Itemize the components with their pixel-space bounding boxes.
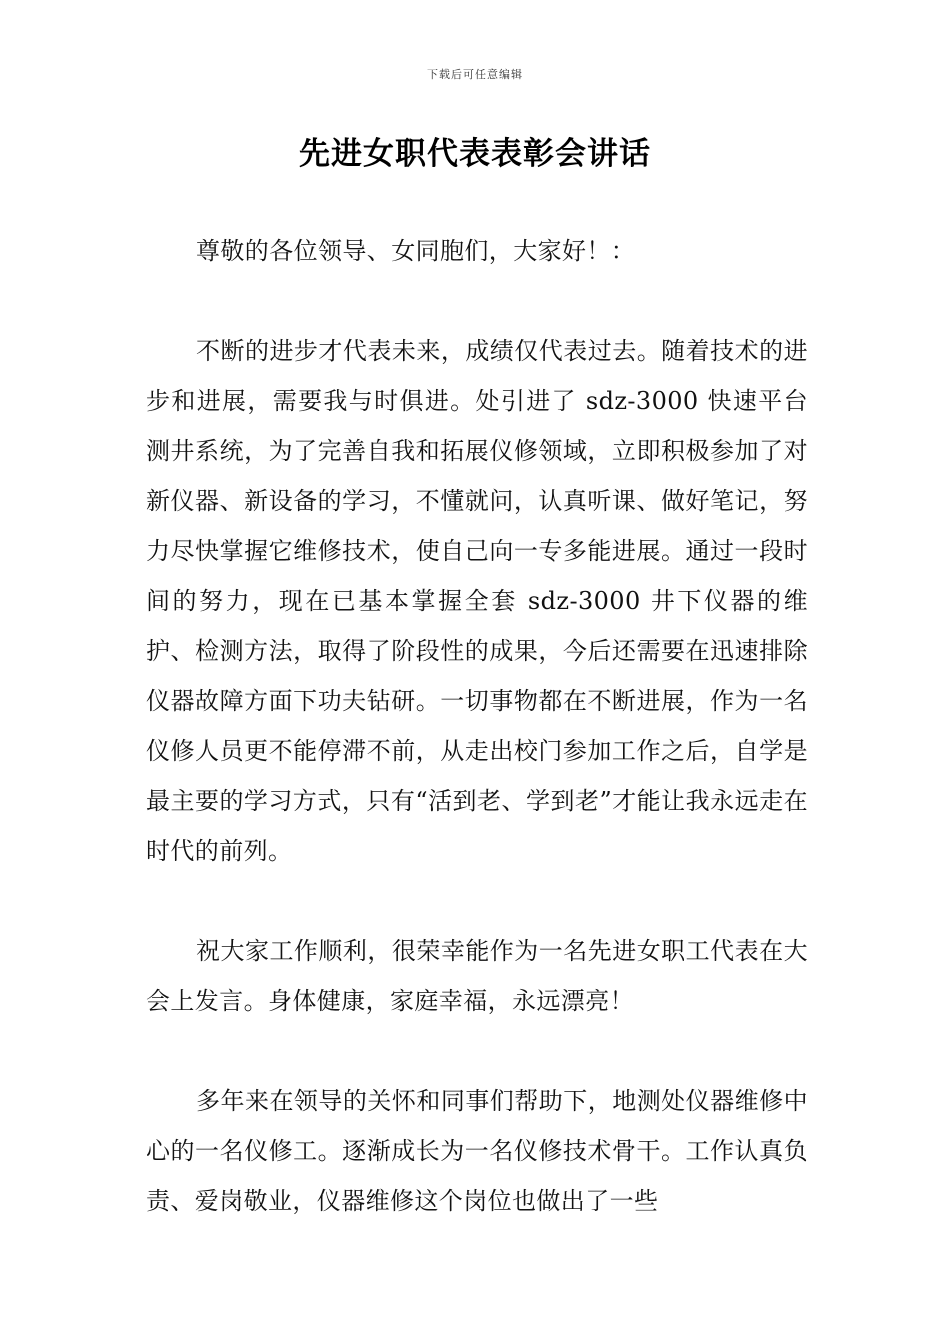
document-body — [146, 226, 808, 1226]
paragraph-spacer — [146, 276, 808, 326]
paragraph-spacer — [146, 1026, 808, 1076]
paragraph-greeting: 尊敬的各位领导、女同胞们，大家好！： — [196, 237, 636, 265]
paragraph-career: 多年来在领导的关怀和同事们帮助下，地测处仪器维修中心的一名仪修工。逐渐成长为一名仪修技术骨干。工作认真负责、爱岗敬业，仪器维修这个岗位也做出了一些 — [146, 1087, 808, 1215]
paragraph-progress: 不断的进步才代表未来，成绩仅代表过去。随着技术的进步和进展，需要我与时俱进。处引进了 sdz-3000 快速平台测井系统，为了完善自我和拓展仪修领域，立即积极参加了对新仪器、新设备的学习，不懂就问，认真听课、做好笔记，努力尽快掌握它维修技术，使自己向一专多能进展。通过一段时间的努力，现在已基本掌握全套 sdz-3000 井下仪器的维护、检测方法，取得了阶段性的成果，今后还需要在迅速排除仪器故障方面下功夫钻研。一切事物都在不断进展，作为一名仪修人员更不能停滞不前，从走出校门参加工作之后，自学是最主要的学习方式，只有“活到老、学到老”才能让我永远走在时代的前列。 — [146, 337, 808, 865]
paragraph-spacer — [146, 876, 808, 926]
header-note: 下载后可任意编辑 — [427, 68, 523, 81]
paragraph-wishes: 祝大家工作顺利，很荣幸能作为一名先进女职工代表在大会上发言。身体健康，家庭幸福，永远漂亮！ — [146, 937, 808, 1015]
document-title: 先进女职代表表彰会讲话 — [299, 136, 651, 172]
